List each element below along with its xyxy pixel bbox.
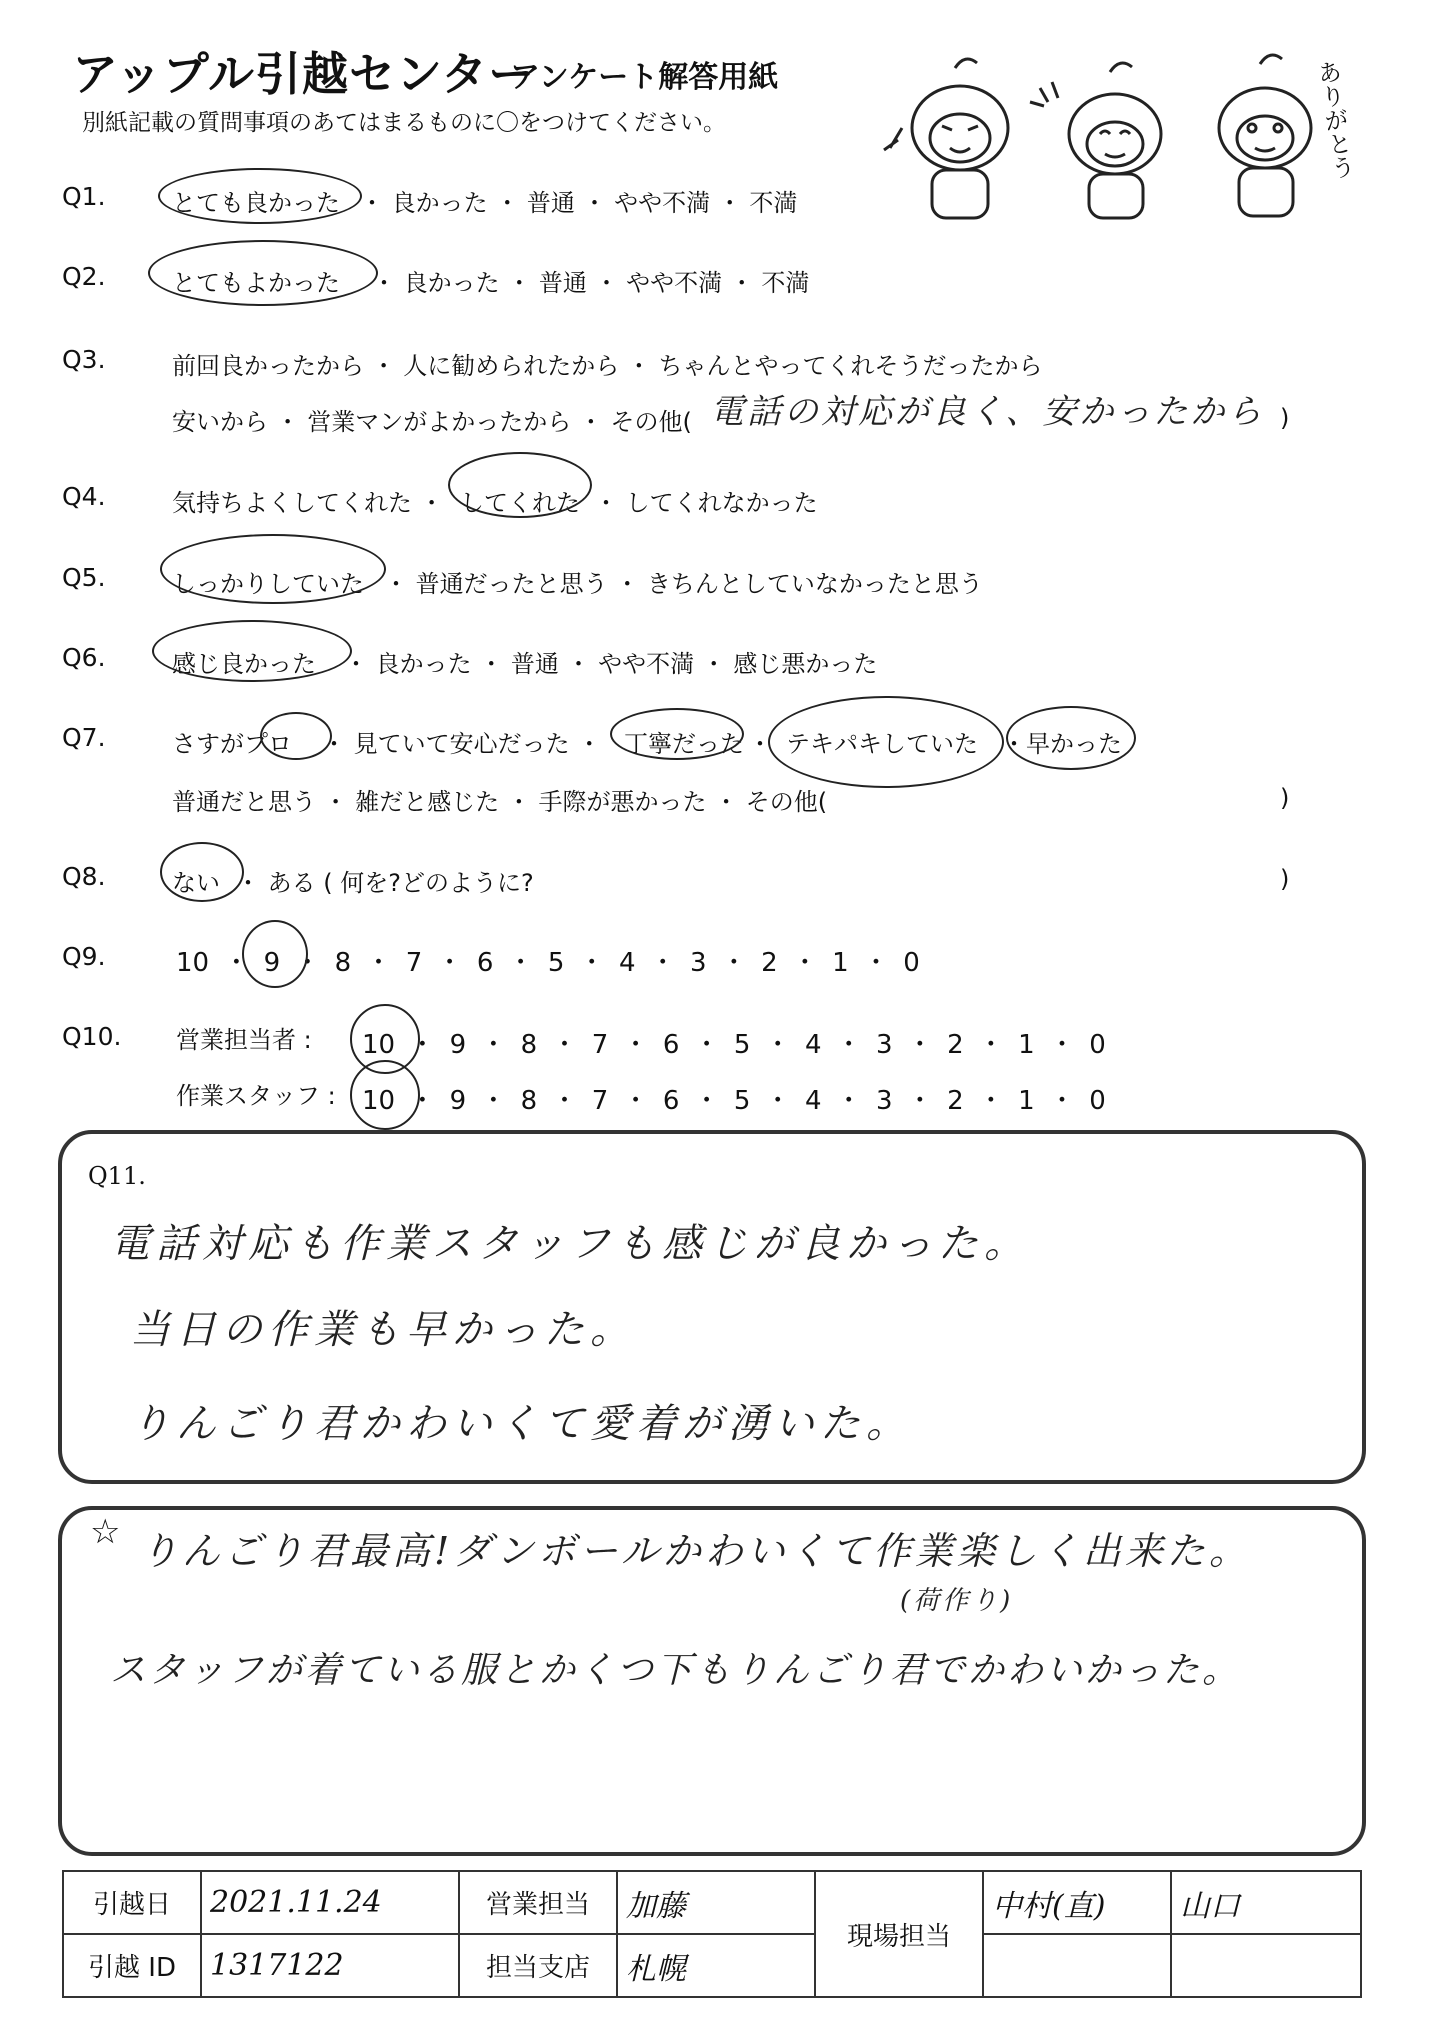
- q10-staff-label: 作業スタッフ :: [176, 1082, 336, 1110]
- q3-options-line2[interactable]: 安いから ・ 営業マンがよかったから ・ その他(: [172, 408, 692, 436]
- site-empty-1: [983, 1934, 1171, 1997]
- q8-label: Q8.: [62, 862, 106, 891]
- q1-option-selected[interactable]: とても良かった: [172, 189, 340, 217]
- q10-sales-label: 営業担当者 :: [176, 1026, 312, 1054]
- move-id-value: 1317122: [201, 1934, 459, 1997]
- q10-label: Q10.: [62, 1022, 122, 1051]
- branch-value: 札幌: [617, 1934, 815, 1997]
- q7-option-anshin[interactable]: ・ 見ていて安心だった ・: [322, 730, 602, 758]
- q7-sep-1: ・: [748, 730, 772, 758]
- q1-selection-circle: [158, 168, 362, 224]
- q7-close-paren: ): [1280, 784, 1290, 812]
- q7-teinei-circle: [610, 708, 744, 760]
- q9-scale[interactable]: 10 ・ 9 ・ 8 ・ 7 ・ 6 ・ 5 ・ 4 ・ 3 ・ 2 ・ 1 ・ 0: [176, 948, 920, 978]
- q7-tekipaki-circle: [768, 696, 1004, 788]
- site-empty-2: [1171, 1934, 1361, 1997]
- q11-answer-line-3: りんごり君かわいくて愛着が湧いた。: [130, 1401, 912, 1447]
- site-value-1: 中村(直): [983, 1871, 1171, 1934]
- q1-other-options[interactable]: ・ 良かった ・ 普通 ・ やや不満 ・ 不満: [360, 189, 798, 217]
- form-title: アンケート解答用紙: [510, 60, 779, 95]
- q7-option-pro[interactable]: さすがプロ: [172, 730, 292, 758]
- company-title: アップル引越センター: [72, 47, 536, 101]
- move-date-label: 引越日: [63, 1871, 201, 1934]
- q8-selection-circle: [160, 842, 244, 902]
- q3-options-line1[interactable]: 前回良かったから ・ 人に勧められたから ・ ちゃんとやってくれそうだったから: [172, 352, 1043, 380]
- q4-label: Q4.: [62, 482, 106, 511]
- site-value-2: 山口: [1171, 1871, 1361, 1934]
- comment-line-2: スタッフが着ている服とかくつ下もりんごり君でかわいかった。: [110, 1650, 1242, 1691]
- q4-selection-circle: [448, 452, 592, 518]
- q2-other-options[interactable]: ・ 良かった ・ 普通 ・ やや不満 ・ 不満: [372, 269, 810, 297]
- q8-other-options[interactable]: ・ ある ( 何を?どのように?: [236, 869, 534, 897]
- q2-option-selected[interactable]: とてもよかった: [172, 269, 340, 297]
- q9-selection-circle: [242, 920, 308, 988]
- q11-answer-line-2: 当日の作業も早かった。: [130, 1307, 636, 1353]
- q7-option-teinei[interactable]: 丁寧だった: [624, 730, 744, 758]
- q6-selection-circle: [152, 620, 352, 682]
- mascot-caption: ありがとう: [1311, 58, 1357, 182]
- q4-option-selected[interactable]: してくれた: [460, 489, 580, 517]
- branch-label: 担当支店: [459, 1934, 617, 1997]
- q6-option-selected[interactable]: 感じ良かった: [172, 650, 316, 678]
- q7-options-line2[interactable]: 普通だと思う ・ 雑だと感じた ・ 手際が悪かった ・ その他(: [172, 788, 828, 816]
- star-icon: ☆: [90, 1512, 121, 1552]
- q3-close-paren: ): [1280, 404, 1290, 432]
- q11-answer-line-1: 電話対応も作業スタッフも感じが良かった。: [110, 1221, 1030, 1267]
- q2-selection-circle: [148, 240, 378, 306]
- q4-option-1[interactable]: 気持ちよくしてくれた ・: [172, 489, 444, 517]
- sales-value: 加藤: [617, 1871, 815, 1934]
- q10-staff-circle: [350, 1060, 420, 1130]
- q5-option-selected[interactable]: しっかりしていた: [172, 570, 364, 598]
- q5-label: Q5.: [62, 563, 106, 592]
- q7-hayakatta-circle: [1006, 706, 1136, 770]
- q4-option-3[interactable]: ・ してくれなかった: [594, 489, 818, 517]
- q7-sep-2: ・: [1002, 730, 1026, 758]
- sales-label: 営業担当: [459, 1871, 617, 1934]
- comment-line-1: りんごり君最高!ダンボールかわいくて作業楽しく出来た。: [140, 1529, 1251, 1573]
- q8-close-paren: ): [1280, 865, 1290, 893]
- mascot-illustration: [880, 48, 1350, 228]
- q9-label: Q9.: [62, 942, 106, 971]
- q6-other-options[interactable]: ・ 良かった ・ 普通 ・ やや不満 ・ 感じ悪かった: [344, 650, 878, 678]
- q7-option-hayakatta[interactable]: 早かった: [1026, 730, 1122, 758]
- q7-label: Q7.: [62, 723, 106, 752]
- site-label: 現場担当: [815, 1871, 983, 1997]
- instruction-text: 別紙記載の質問事項のあてはまるものに〇をつけてください。: [82, 110, 726, 136]
- move-date-value: 2021.11.24: [201, 1871, 459, 1934]
- q7-option-tekipaki[interactable]: テキパキしていた: [786, 730, 978, 758]
- footer-table: [62, 1870, 1362, 1998]
- q2-label: Q2.: [62, 262, 106, 291]
- q3-label: Q3.: [62, 345, 106, 374]
- q11-label: Q11.: [88, 1162, 146, 1190]
- q5-selection-circle: [160, 534, 386, 604]
- q10-staff-scale[interactable]: 10 ・ 9 ・ 8 ・ 7 ・ 6 ・ 5 ・ 4 ・ 3 ・ 2 ・ 1 ・ 0: [362, 1086, 1106, 1116]
- q3-other-handwritten: 電話の対応が良く、安かったから: [710, 392, 1265, 432]
- q6-label: Q6.: [62, 643, 106, 672]
- move-id-label: 引越 ID: [63, 1934, 201, 1997]
- q8-option-selected[interactable]: ない: [172, 869, 220, 897]
- q1-label: Q1.: [62, 182, 106, 211]
- comment-note: (荷作り): [900, 1586, 1014, 1616]
- q5-other-options[interactable]: ・ 普通だったと思う ・ きちんとしていなかったと思う: [384, 570, 983, 598]
- q10-sales-scale[interactable]: 10 ・ 9 ・ 8 ・ 7 ・ 6 ・ 5 ・ 4 ・ 3 ・ 2 ・ 1 ・ 0: [362, 1030, 1106, 1060]
